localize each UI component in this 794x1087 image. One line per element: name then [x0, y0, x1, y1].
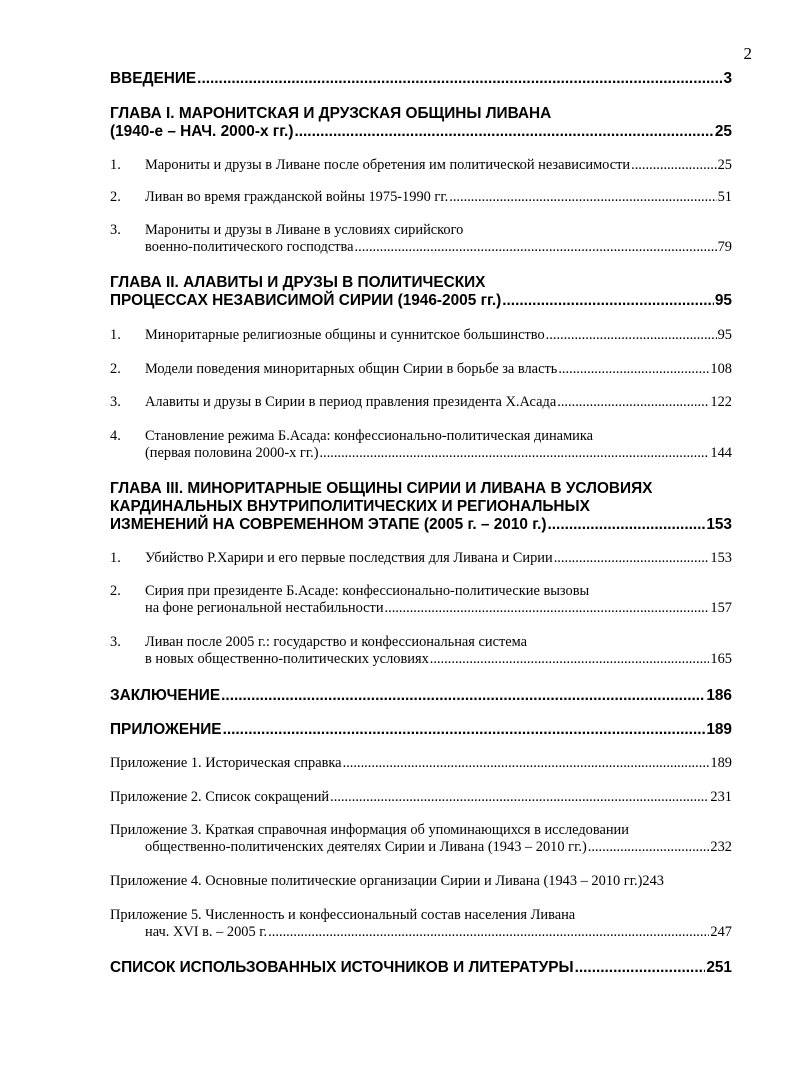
toc-section-1-1[interactable]: [110, 157, 732, 174]
appendix-title: Приложение 1. Историческая справка: [110, 755, 342, 771]
toc-appendix-2[interactable]: [110, 789, 732, 806]
section-title-line-2: военно-политического господства: [145, 239, 354, 255]
section-title: Алавиты и друзы в Сирии в период правления президента Х.Асада: [145, 394, 557, 410]
toc-section-2-4[interactable]: [110, 428, 732, 462]
dot-leader: [320, 445, 710, 462]
appendix-page: 243: [642, 873, 664, 889]
section-number: 1.: [110, 550, 121, 566]
dot-leader: [430, 651, 710, 668]
section-page: 144: [710, 445, 732, 461]
chapter-3-title-line-3: ИЗМЕНЕНИЙ НА СОВРЕМЕННОМ ЭТАПЕ (2005 г. – 2010 г.): [110, 516, 547, 533]
section-title: Миноритарные религиозные общины и суннитское большинство: [145, 327, 545, 343]
appendix-title-line-2: нач. XVI в. – 2005 г.: [145, 924, 268, 940]
section-page: 122: [710, 394, 732, 410]
chapter-3-title-line-2: КАРДИНАЛЬНЫХ ВНУТРИПОЛИТИЧЕСКИХ И РЕГИОНАЛЬНЫХ: [110, 498, 590, 515]
appendix-title: Приложение 4. Основные политические организации Сирии и Ливана (1943 – 2010 гг.): [110, 873, 643, 889]
dot-leader: [223, 721, 706, 739]
chapter-3-title-line-1: ГЛАВА III. МИНОРИТАРНЫЕ ОБЩИНЫ СИРИИ И ЛИВАНА В УСЛОВИЯХ: [110, 480, 653, 497]
chapter-2-page: 95: [714, 292, 732, 309]
section-title: Ливан во время гражданской войны 1975-1990 гг.: [145, 189, 449, 205]
section-page: 157: [710, 600, 732, 616]
section-number: 3.: [110, 222, 121, 238]
dot-leader: [558, 361, 709, 378]
toc-sources[interactable]: [110, 959, 732, 977]
appendix-title-line-1: Приложение 3. Краткая справочная информация об упоминающихся в исследовании: [110, 822, 629, 838]
dot-leader: [355, 239, 717, 256]
section-number: 3.: [110, 394, 121, 410]
section-number: 2.: [110, 583, 121, 599]
dot-leader: [588, 839, 710, 856]
section-number: 3.: [110, 634, 121, 650]
toc-section-3-3[interactable]: [110, 634, 732, 668]
dot-leader: [548, 516, 706, 534]
toc-section-3-2[interactable]: [110, 583, 732, 617]
chapter-3-page: 153: [706, 516, 732, 533]
dot-leader: [221, 687, 705, 705]
dot-leader: [330, 789, 709, 806]
page-number: 2: [743, 44, 752, 63]
toc-section-1-3[interactable]: [110, 222, 732, 256]
toc-sources-page: 251: [706, 959, 732, 976]
appendix-title: Приложение 2. Список сокращений: [110, 789, 330, 805]
toc-appendix-5[interactable]: [110, 907, 732, 941]
appendix-page: 231: [710, 789, 732, 805]
section-number: 1.: [110, 157, 121, 173]
section-number: 2.: [110, 189, 121, 205]
section-title-line-1: Ливан после 2005 г.: государство и конфессиональная система: [145, 634, 528, 650]
section-page: 51: [717, 189, 732, 205]
dot-leader: [575, 959, 706, 977]
toc-appendix[interactable]: [110, 721, 732, 739]
dot-leader: [294, 123, 713, 141]
chapter-2-title-line-2: ПРОЦЕССАХ НЕЗАВИСИМОЙ СИРИИ (1946-2005 гг.): [110, 292, 502, 309]
toc-section-1-2[interactable]: [110, 189, 732, 206]
section-title-line-2: в новых общественно-политических условиях: [145, 651, 429, 667]
section-title: Убийство Р.Харири и его первые последствия для Ливана и Сирии: [145, 550, 553, 566]
toc-section-2-2[interactable]: [110, 361, 732, 378]
toc-section-3-1[interactable]: [110, 550, 732, 567]
appendix-title-line-2: общественно-политиченских деятелях Сирии и Ливана (1943 – 2010 гг.): [145, 839, 587, 855]
toc-conclusion[interactable]: [110, 687, 732, 705]
dot-leader: [554, 550, 710, 567]
dot-leader: [546, 327, 717, 344]
dot-leader: [343, 755, 710, 772]
section-page: 108: [710, 361, 732, 377]
section-title-line-1: Сирия при президенте Б.Асаде: конфессионально-политические вызовы: [145, 583, 590, 599]
toc-section-2-1[interactable]: [110, 327, 732, 344]
section-page: 95: [717, 327, 732, 343]
chapter-1-title-line-2: (1940-е – НАЧ. 2000-х гг.): [110, 123, 294, 140]
dot-leader: [268, 924, 709, 941]
appendix-page: 189: [710, 755, 732, 771]
chapter-1-page: 25: [714, 123, 732, 140]
section-title-line-1: Становление режима Б.Асада: конфессионально-политическая динамика: [145, 428, 594, 444]
chapter-2-title-line-1: ГЛАВА II. АЛАВИТЫ И ДРУЗЫ В ПОЛИТИЧЕСКИХ: [110, 274, 486, 291]
section-number: 1.: [110, 327, 121, 343]
section-number: 4.: [110, 428, 121, 444]
toc-appendix-title: ПРИЛОЖЕНИЕ: [110, 721, 222, 738]
section-page: 165: [710, 651, 732, 667]
dot-leader: [557, 394, 709, 411]
toc-conclusion-page: 186: [706, 687, 732, 704]
dot-leader: [197, 70, 722, 88]
section-title-line-1: Марониты и друзы в Ливане в условиях сирийского: [145, 222, 464, 238]
toc-appendix-page: 189: [706, 721, 732, 738]
toc-intro-title: ВВЕДЕНИЕ: [110, 70, 197, 87]
section-title: Модели поведения миноритарных общин Сирии в борьбе за власть: [145, 361, 558, 377]
toc-section-2-3[interactable]: [110, 394, 732, 411]
section-title-line-2: на фоне региональной нестабильности: [145, 600, 384, 616]
section-title: Марониты и друзы в Ливане после обретения им политической независимости: [145, 157, 631, 173]
dot-leader: [502, 292, 714, 310]
section-page: 153: [710, 550, 732, 566]
section-page: 79: [717, 239, 732, 255]
toc-intro-page: 3: [723, 70, 732, 87]
section-title-line-2: (первая половина 2000-х гг.): [145, 445, 319, 461]
toc-chapter-3[interactable]: [110, 480, 732, 534]
section-number: 2.: [110, 361, 121, 377]
toc-sources-title: СПИСОК ИСПОЛЬЗОВАННЫХ ИСТОЧНИКОВ И ЛИТЕРАТУРЫ: [110, 959, 574, 976]
toc-appendix-1[interactable]: [110, 755, 732, 772]
toc-intro[interactable]: [110, 70, 732, 88]
dot-leader: [449, 189, 716, 206]
dot-leader: [385, 600, 710, 617]
section-page: 25: [717, 157, 732, 173]
toc-chapter-2[interactable]: [110, 274, 732, 310]
chapter-1-title-line-1: ГЛАВА I. МАРОНИТСКАЯ И ДРУЗСКАЯ ОБЩИНЫ ЛИВАНА: [110, 105, 552, 122]
dot-leader: [631, 157, 717, 174]
toc-appendix-3[interactable]: [110, 822, 732, 856]
appendix-title-line-1: Приложение 5. Численность и конфессиональный состав населения Ливана: [110, 907, 576, 923]
toc-chapter-1[interactable]: [110, 105, 732, 141]
toc-conclusion-title: ЗАКЛЮЧЕНИЕ: [110, 687, 221, 704]
toc-appendix-4[interactable]: [110, 873, 732, 890]
appendix-page: 247: [710, 924, 732, 940]
appendix-page: 232: [710, 839, 732, 855]
